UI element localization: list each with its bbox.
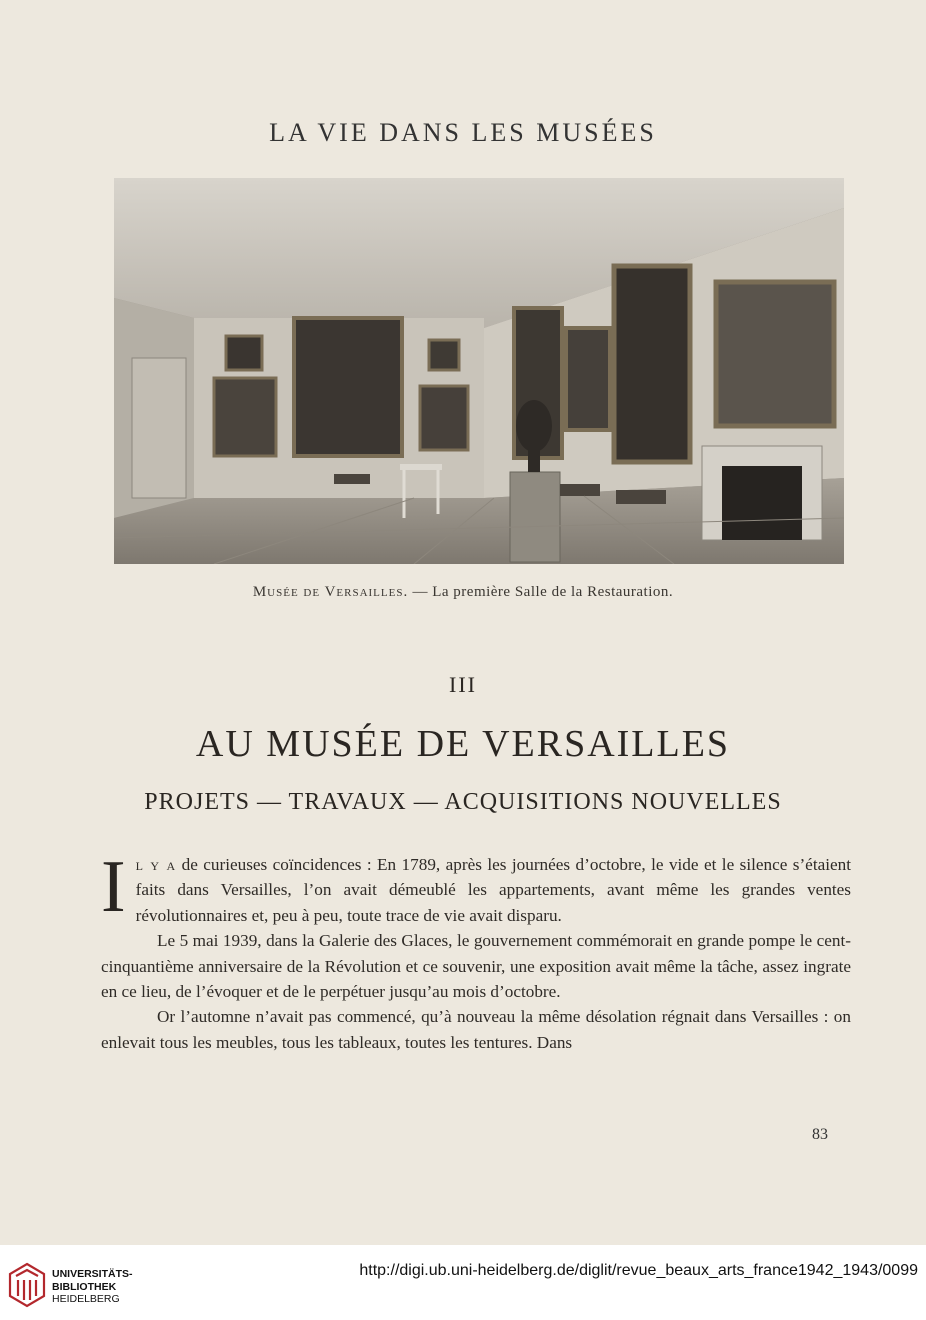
article-title: AU MUSÉE DE VERSAILLES <box>195 723 731 765</box>
gallery-room-illustration <box>114 178 844 564</box>
running-head: LA VIE DANS LES MUSÉES <box>269 118 657 147</box>
article-subtitle: PROJETS — TRAVAUX — ACQUISITIONS NOUVELLES <box>144 789 782 815</box>
caption-place: Musée de Versailles. <box>252 584 409 600</box>
library-name <box>52 1268 133 1306</box>
library-name-line-2: BIBLIOTHEK <box>52 1280 117 1293</box>
caption-separator: — <box>408 584 433 600</box>
photo-caption <box>0 584 926 601</box>
paragraph-2: Le 5 mai 1939, dans la Galerie des Glaces, le gouvernement commémorait en grande pompe le cent-cinquantième anniversaire de la Révolution et ce souvenir, une exposition avait même la tâche, assez ingrate en ce lieu, de l’évoquer et de le perpétuer jusqu’au mois d’octobre. <box>101 931 851 1002</box>
library-name-line-1: UNIVERSITÄTS- <box>52 1268 133 1280</box>
caption-description: La première Salle de la Restauration. <box>432 584 674 600</box>
article-body <box>101 846 851 1055</box>
lead-smallcaps: l y a <box>135 855 177 874</box>
paragraph-1-text: de curieuses coïncidences : En 1789, après les journées d’octobre, le vide et le silence s’étaient faits dans Versailles, l’on avait démeublé les appartements, avant même les grandes ventes révolutionnaires et, peu à peu, toute trace de vie avait disparu. <box>135 855 851 925</box>
museum-photograph <box>114 178 844 564</box>
library-logo-icon <box>8 1262 46 1308</box>
paragraph-1 <box>101 846 851 928</box>
paragraph-3: Or l’automne n’avait pas commencé, qu’à nouveau la même désolation régnait dans Versailles : on enlevait tous les meubles, tous les tableaux, toutes les tentures. Dans <box>101 1007 851 1052</box>
section-number: III <box>449 672 477 697</box>
page-number: 83 <box>812 1126 828 1143</box>
source-url-link[interactable]: http://digi.ub.uni-heidelberg.de/diglit/revue_beaux_arts_france1942_1943/0099 <box>359 1262 918 1279</box>
library-name-line-3: HEIDELBERG <box>52 1293 120 1305</box>
digitization-footer <box>0 1245 926 1320</box>
dropcap: I <box>101 846 126 928</box>
